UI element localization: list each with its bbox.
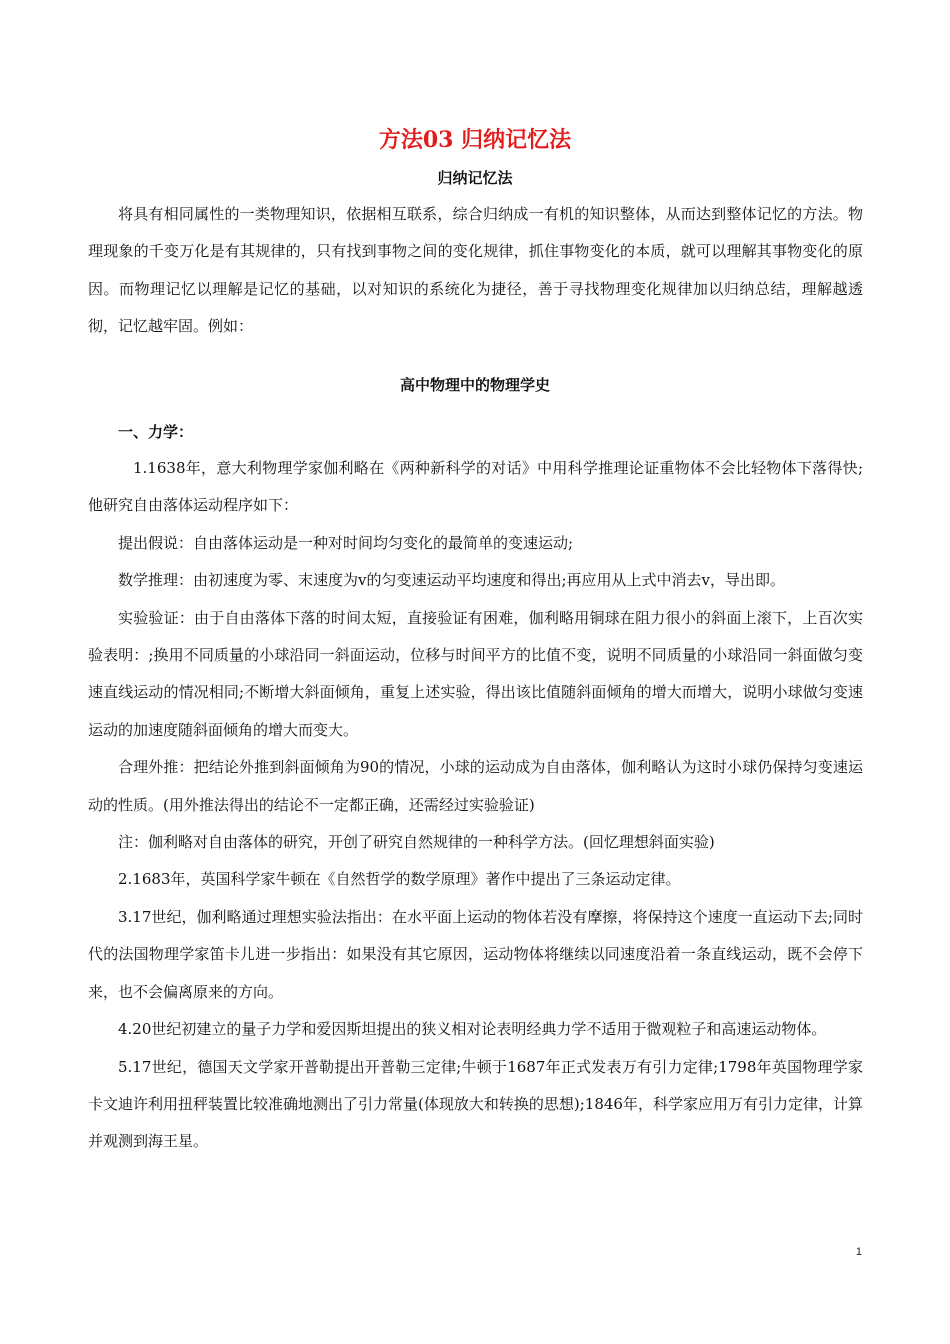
intro-paragraph: 将具有相同属性的一类物理知识，依据相互联系，综合归纳成一有机的知识整体，从而达到整体记忆的方法。物理现象的千变万化是有其规律的，只有找到事物之间的变化规律，抓住事物变化的本质，就可以理解其事物变化的原因。而物理记忆以理解是记忆的基础，以对知识的系统化为捷径，善于寻找物理变化规律加以归纳总结，理解越透彻，记忆越牢固。例如： — [88, 205, 863, 336]
page-number: 1 — [855, 1246, 862, 1258]
paragraph-extrapolation: 合理外推：把结论外推到斜面倾角为90的情况，小球的运动成为自由落体，伽利略认为这时小球仍保持匀变速运动的性质。(用外推法得出的结论不一定都正确，还需经过实验验证) — [88, 758, 863, 814]
section-title: 高中物理中的物理学史 — [399, 376, 550, 394]
paragraph-3: 3.17世纪，伽利略通过理想实验法指出：在水平面上运动的物体若没有摩擦，将保持这个速度一直运动下去;同时代的法国物理学家笛卡儿进一步指出：如果没有其它原因，运动物体将继续以同速度沿着一条直线运动，既不会停下来，也不会偏离原来的方向。 — [88, 907, 863, 1001]
paragraph-4: 4.20世纪初建立的量子力学和爱因斯坦提出的狭义相对论表明经典力学不适用于微观粒子和高速运动物体。 — [118, 1020, 827, 1039]
paragraph-note: 注：伽利略对自由落体的研究，开创了研究自然规律的一种科学方法。(回忆理想斜面实验) — [118, 833, 715, 852]
paragraph-1: 1.1638年，意大利物理学家伽利略在《两种新科学的对话》中用科学推理论证重物体不会比轻物体下落得快;他研究自由落体运动程序如下： — [88, 459, 863, 515]
intro-block — [88, 196, 863, 346]
method-subtitle: 归纳记忆法 — [437, 169, 513, 187]
paragraph-2: 2.1683年，英国科学家牛顿在《自然哲学的数学原理》著作中提出了三条运动定律。 — [118, 870, 681, 889]
paragraph-5: 5.17世纪，德国天文学家开普勒提出开普勒三定律;牛顿于1687年正式发表万有引力定律;1798年英国物理学家卡文迪许利用扭秤装置比较准确地测出了引力常量(体现放大和转换的思想);1846年，科学家应用万有引力定律，计算并观测到海王星。 — [88, 1057, 863, 1151]
paragraph-hypothesis: 提出假说：自由落体运动是一种对时间均匀变化的最简单的变速运动; — [118, 533, 574, 552]
page-title: 方法03 归纳记忆法 — [378, 127, 572, 153]
paragraph-math: 数学推理：由初速度为零、末速度为v的匀变速运动平均速度和得出;再应用从上式中消去v，导出即。 — [118, 571, 786, 590]
paragraph-experiment: 实验验证：由于自由落体下落的时间太短，直接验证有困难，伽利略用铜球在阻力很小的斜面上滚下，上百次实验表明：;换用不同质量的小球沿同一斜面运动，位移与时间平方的比值不变，说明不同质量的小球沿同一斜面做匀变速直线运动的情况相同;不断增大斜面倾角，重复上述实验，得出该比值随斜面倾角的增大而增大，说明小球做匀变速运动的加速度随斜面倾角的增大而变大。 — [88, 608, 863, 739]
mechanics-body — [88, 450, 863, 1161]
section-heading-mechanics: 一、力学： — [118, 423, 194, 441]
